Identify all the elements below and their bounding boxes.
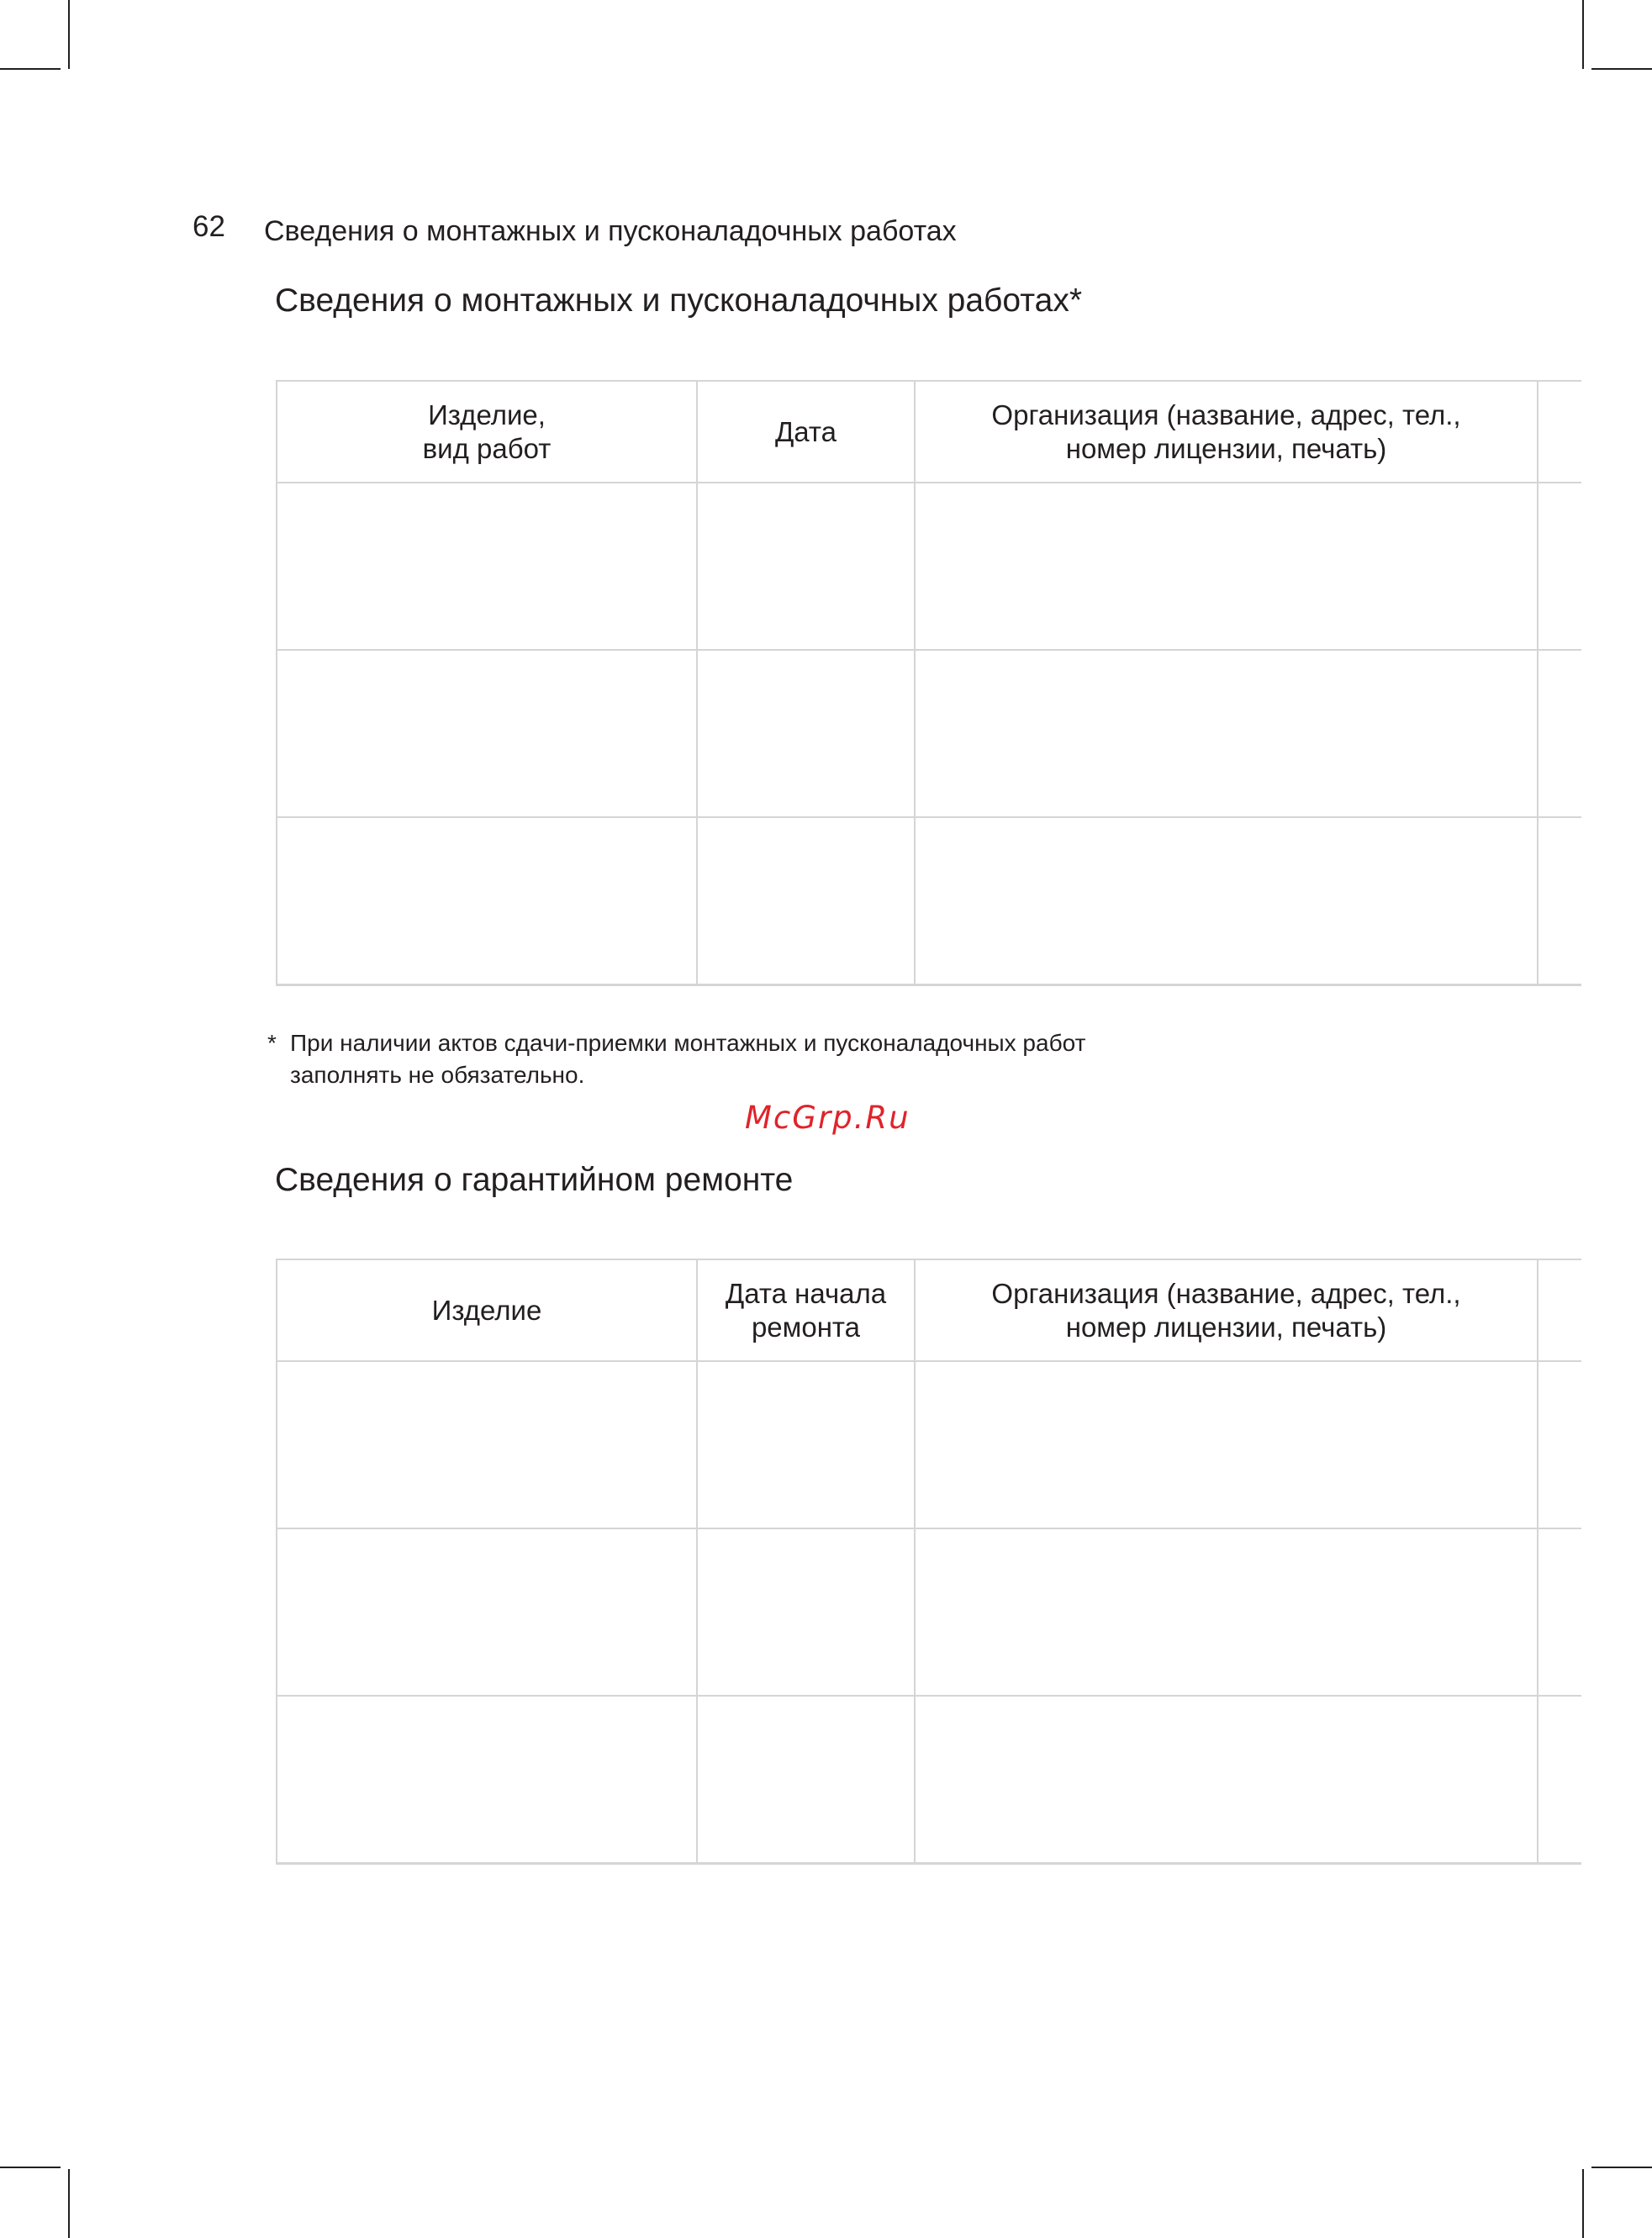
crop-mark [68, 0, 70, 69]
table-cell[interactable] [277, 817, 697, 985]
table-cell[interactable] [1538, 817, 1581, 985]
header-line: Дата начала [725, 1277, 887, 1309]
crop-mark [1582, 2169, 1584, 2238]
table-cell[interactable] [915, 817, 1538, 985]
header-line: Организация (название, адрес, тел., [991, 1277, 1461, 1309]
table-cell[interactable] [915, 1528, 1538, 1696]
crop-mark [1591, 2167, 1652, 2168]
footnote-line: заполнять не обязательно. [290, 1062, 585, 1088]
installation-records-table [276, 380, 1581, 986]
warranty-repair-table [276, 1259, 1581, 1865]
column-header-cutoff [1538, 1259, 1581, 1361]
table-cell[interactable] [1538, 650, 1581, 817]
column-header-product-work [277, 381, 697, 483]
section-title-warranty-repair: Сведения о гарантийном ремонте [275, 1162, 794, 1198]
crop-mark [68, 2169, 70, 2238]
table-cell[interactable] [697, 1528, 915, 1696]
header-line: ремонта [751, 1311, 861, 1343]
table-row [277, 817, 1581, 985]
header-line: номер лицензии, печать) [1065, 1311, 1387, 1343]
table-cell[interactable] [915, 650, 1538, 817]
table-header-row [277, 381, 1581, 483]
table-cell[interactable] [277, 1361, 697, 1528]
header-line: Организация (название, адрес, тел., [991, 399, 1461, 430]
crop-mark [0, 2167, 61, 2168]
running-head: Сведения о монтажных и пусконаладочных работах [264, 215, 957, 247]
table-cell[interactable] [277, 1528, 697, 1696]
table-row [277, 1696, 1581, 1864]
footnote-mark: * [267, 1030, 277, 1056]
table-cell[interactable] [1538, 483, 1581, 650]
table-cell[interactable] [697, 483, 915, 650]
column-header-product [277, 1259, 697, 1361]
header-line: Дата [774, 415, 837, 447]
footnote-text [290, 1027, 1085, 1091]
table-row [277, 1361, 1581, 1528]
table-cell[interactable] [697, 817, 915, 985]
table-cell[interactable] [277, 483, 697, 650]
column-header-cutoff [1538, 381, 1581, 483]
watermark: McGrp.Ru [745, 1100, 910, 1136]
table-cell[interactable] [915, 483, 1538, 650]
table-cell[interactable] [697, 650, 915, 817]
crop-mark [1591, 68, 1652, 70]
table-cell[interactable] [697, 1361, 915, 1528]
column-header-date [697, 381, 915, 483]
header-line: вид работ [422, 432, 552, 464]
table-row [277, 650, 1581, 817]
table-row [277, 1528, 1581, 1696]
table-cell[interactable] [697, 1696, 915, 1864]
table-cell[interactable] [277, 1696, 697, 1864]
table-cell[interactable] [915, 1361, 1538, 1528]
table-cell[interactable] [915, 1696, 1538, 1864]
header-line: номер лицензии, печать) [1065, 432, 1387, 464]
footnote-line: При наличии актов сдачи-приемки монтажных и пусконаладочных работ [290, 1030, 1086, 1056]
column-header-repair-start-date [697, 1259, 915, 1361]
column-header-organization [915, 1259, 1538, 1361]
crop-mark [1582, 0, 1584, 69]
crop-mark [0, 68, 61, 70]
table-row [277, 483, 1581, 650]
table-cell[interactable] [1538, 1528, 1581, 1696]
header-line: Изделие [431, 1294, 542, 1326]
page-number: 62 [193, 210, 225, 243]
table-cell[interactable] [1538, 1696, 1581, 1864]
column-header-organization [915, 381, 1538, 483]
table-cell[interactable] [1538, 1361, 1581, 1528]
table-header-row [277, 1259, 1581, 1361]
header-line: Изделие, [428, 399, 546, 430]
section-title-installation: Сведения о монтажных и пусконаладочных работах* [275, 282, 1082, 319]
table-cell[interactable] [277, 650, 697, 817]
